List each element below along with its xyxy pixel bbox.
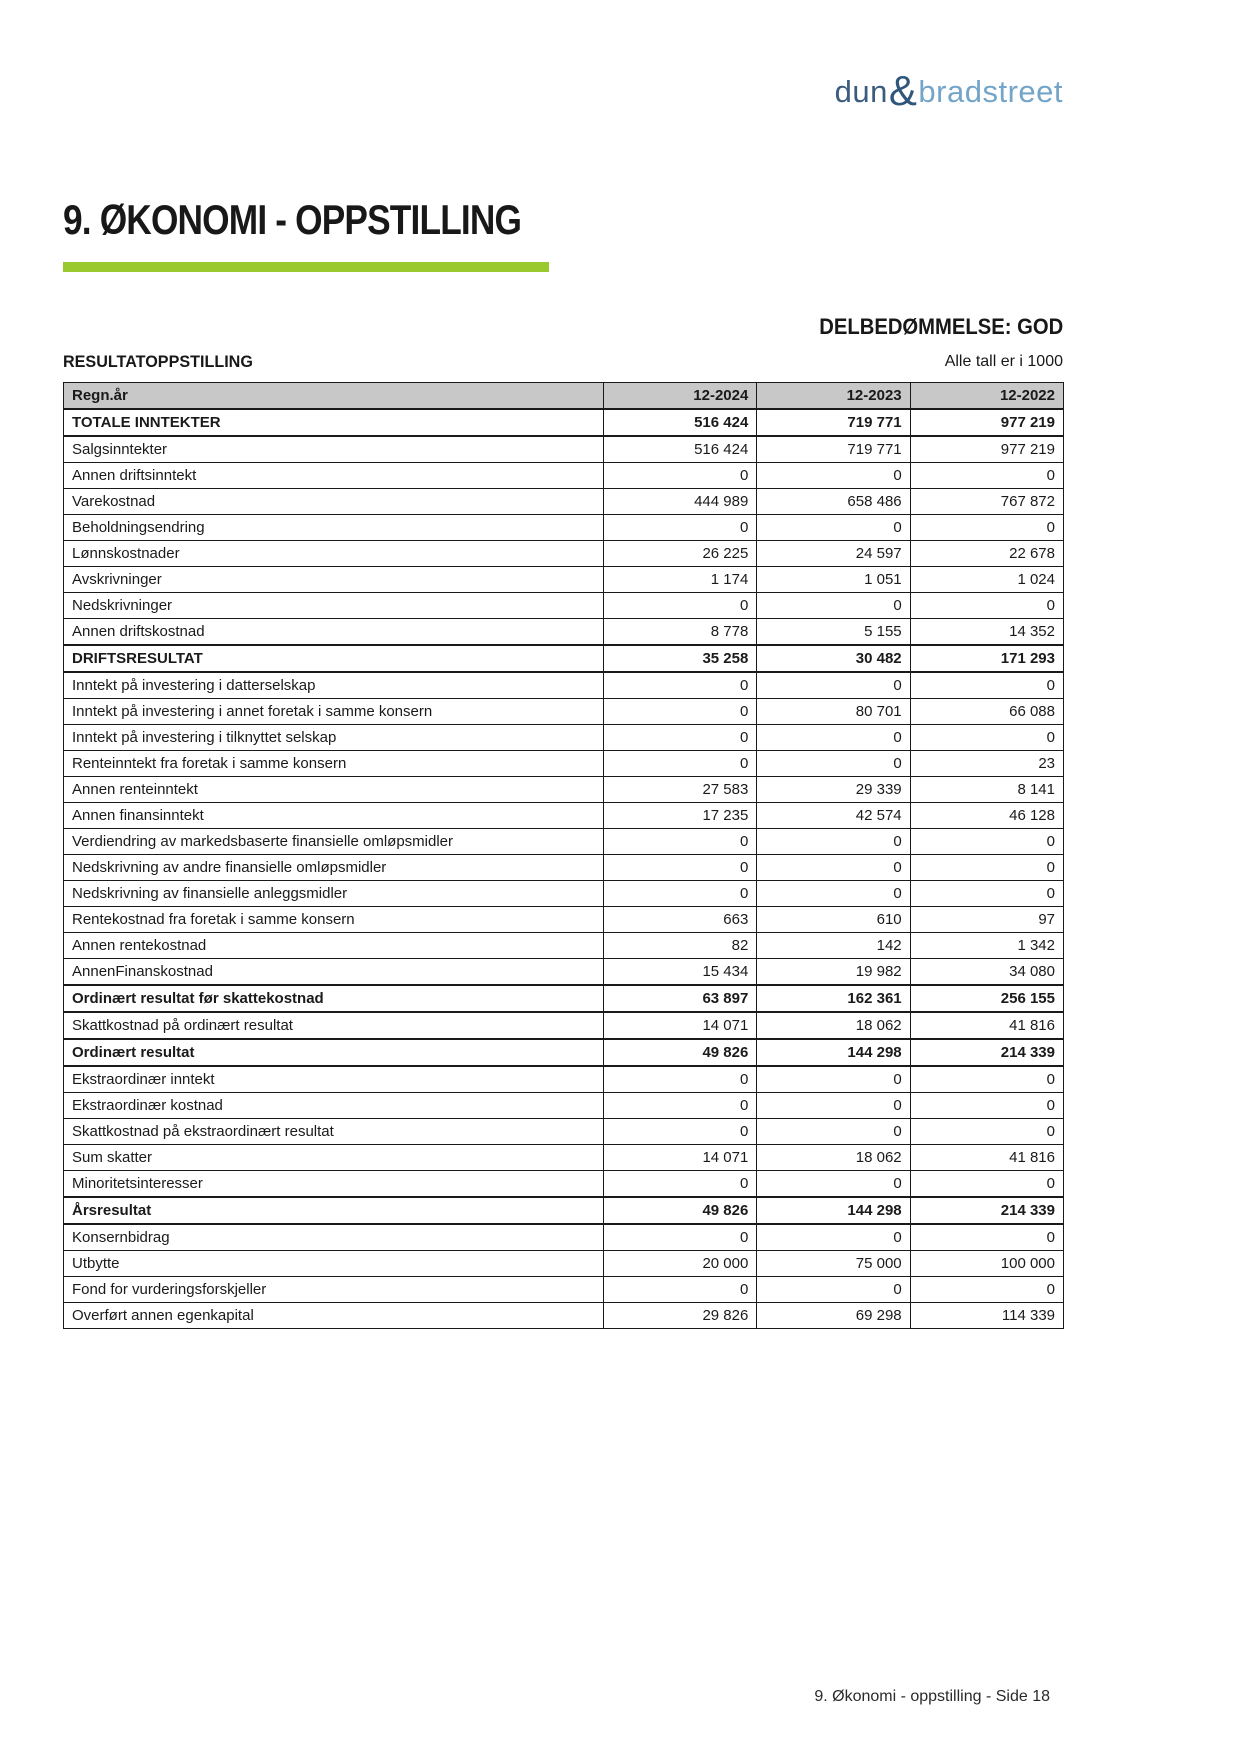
- row-label: Nedskrivning av andre finansielle omløpsmidler: [64, 855, 604, 881]
- value-12-2024: 0: [604, 855, 757, 881]
- table-row: [64, 436, 1064, 463]
- column-header-12-2022: 12-2022: [910, 383, 1063, 410]
- value-12-2023: 0: [757, 725, 910, 751]
- value-12-2024: 0: [604, 1119, 757, 1145]
- table-row: [64, 593, 1064, 619]
- table-row: [64, 933, 1064, 959]
- value-12-2022: 0: [910, 1224, 1063, 1251]
- table-row: [64, 985, 1064, 1012]
- row-label: Annen finansinntekt: [64, 803, 604, 829]
- value-12-2024: 35 258: [604, 645, 757, 672]
- row-label: Skattkostnad på ekstraordinært resultat: [64, 1119, 604, 1145]
- row-label: Minoritetsinteresser: [64, 1171, 604, 1198]
- value-12-2023: 42 574: [757, 803, 910, 829]
- value-12-2022: 97: [910, 907, 1063, 933]
- value-12-2022: 114 339: [910, 1303, 1063, 1329]
- value-12-2023: 5 155: [757, 619, 910, 646]
- value-12-2024: 49 826: [604, 1197, 757, 1224]
- value-12-2024: 26 225: [604, 541, 757, 567]
- value-12-2024: 0: [604, 1224, 757, 1251]
- column-header-12-2023: 12-2023: [757, 383, 910, 410]
- row-label: Sum skatter: [64, 1145, 604, 1171]
- table-row: [64, 803, 1064, 829]
- value-12-2023: 0: [757, 1171, 910, 1198]
- table-row: [64, 1303, 1064, 1329]
- table-row: [64, 959, 1064, 986]
- value-12-2023: 29 339: [757, 777, 910, 803]
- value-12-2022: 0: [910, 725, 1063, 751]
- value-12-2024: 14 071: [604, 1012, 757, 1039]
- table-row: [64, 725, 1064, 751]
- value-12-2023: 719 771: [757, 436, 910, 463]
- row-label: Annen rentekostnad: [64, 933, 604, 959]
- column-header-regnar: Regn.år: [64, 383, 604, 410]
- row-label: DRIFTSRESULTAT: [64, 645, 604, 672]
- value-12-2023: 0: [757, 515, 910, 541]
- value-12-2022: 171 293: [910, 645, 1063, 672]
- table-header-row: [64, 383, 1064, 410]
- value-12-2022: 0: [910, 672, 1063, 699]
- value-12-2024: 0: [604, 515, 757, 541]
- value-12-2022: 23: [910, 751, 1063, 777]
- value-12-2023: 69 298: [757, 1303, 910, 1329]
- value-12-2024: 0: [604, 1093, 757, 1119]
- row-label: Utbytte: [64, 1251, 604, 1277]
- logo-text-bradstreet: bradstreet: [918, 74, 1063, 109]
- units-note: Alle tall er i 1000: [944, 353, 1063, 370]
- value-12-2024: 0: [604, 751, 757, 777]
- table-row: [64, 567, 1064, 593]
- value-12-2022: 0: [910, 881, 1063, 907]
- row-label: Konsernbidrag: [64, 1224, 604, 1251]
- table-row: [64, 1224, 1064, 1251]
- value-12-2022: 214 339: [910, 1197, 1063, 1224]
- value-12-2024: 14 071: [604, 1145, 757, 1171]
- row-label: Varekostnad: [64, 489, 604, 515]
- value-12-2023: 0: [757, 1093, 910, 1119]
- value-12-2024: 8 778: [604, 619, 757, 646]
- table-body: [64, 409, 1064, 1329]
- value-12-2024: 82: [604, 933, 757, 959]
- value-12-2023: 144 298: [757, 1039, 910, 1066]
- assessment-heading: DELBEDØMMELSE: GOD: [818, 314, 1063, 339]
- table-row: [64, 645, 1064, 672]
- value-12-2023: 0: [757, 463, 910, 489]
- column-header-12-2024: 12-2024: [604, 383, 757, 410]
- row-label: Skattkostnad på ordinært resultat: [64, 1012, 604, 1039]
- value-12-2023: 1 051: [757, 567, 910, 593]
- row-label: Ordinært resultat før skattekostnad: [64, 985, 604, 1012]
- value-12-2023: 30 482: [757, 645, 910, 672]
- value-12-2023: 0: [757, 1277, 910, 1303]
- value-12-2023: 80 701: [757, 699, 910, 725]
- value-12-2022: 767 872: [910, 489, 1063, 515]
- value-12-2023: 0: [757, 672, 910, 699]
- value-12-2022: 1 024: [910, 567, 1063, 593]
- row-label: Inntekt på investering i annet foretak i samme konsern: [64, 699, 604, 725]
- value-12-2023: 24 597: [757, 541, 910, 567]
- table-row: [64, 751, 1064, 777]
- page-footer: 9. Økonomi - oppstilling - Side 18: [814, 1688, 1050, 1705]
- value-12-2024: 0: [604, 699, 757, 725]
- result-table-container: [63, 382, 1064, 1329]
- value-12-2022: 22 678: [910, 541, 1063, 567]
- value-12-2023: 0: [757, 1224, 910, 1251]
- value-12-2024: 0: [604, 1277, 757, 1303]
- value-12-2022: 0: [910, 1277, 1063, 1303]
- title-accent-bar: [63, 262, 549, 272]
- value-12-2024: 663: [604, 907, 757, 933]
- row-label: Ordinært resultat: [64, 1039, 604, 1066]
- result-table: [63, 382, 1064, 1329]
- table-row: [64, 619, 1064, 646]
- value-12-2022: 256 155: [910, 985, 1063, 1012]
- value-12-2023: 0: [757, 1119, 910, 1145]
- value-12-2024: 17 235: [604, 803, 757, 829]
- value-12-2023: 719 771: [757, 409, 910, 436]
- value-12-2022: 14 352: [910, 619, 1063, 646]
- table-row: [64, 1277, 1064, 1303]
- table-row: [64, 1039, 1064, 1066]
- value-12-2023: 75 000: [757, 1251, 910, 1277]
- table-row: [64, 1171, 1064, 1198]
- value-12-2022: 66 088: [910, 699, 1063, 725]
- table-row: [64, 463, 1064, 489]
- value-12-2022: 41 816: [910, 1145, 1063, 1171]
- row-label: Avskrivninger: [64, 567, 604, 593]
- logo-text-dun: dun: [834, 74, 888, 109]
- value-12-2024: 0: [604, 1171, 757, 1198]
- value-12-2022: 977 219: [910, 409, 1063, 436]
- row-label: Inntekt på investering i tilknyttet selskap: [64, 725, 604, 751]
- row-label: Lønnskostnader: [64, 541, 604, 567]
- table-row: [64, 777, 1064, 803]
- table-row: [64, 1145, 1064, 1171]
- value-12-2024: 0: [604, 829, 757, 855]
- value-12-2022: 0: [910, 1119, 1063, 1145]
- value-12-2024: 0: [604, 881, 757, 907]
- value-12-2023: 0: [757, 855, 910, 881]
- value-12-2023: 142: [757, 933, 910, 959]
- value-12-2022: 34 080: [910, 959, 1063, 986]
- row-label: Overført annen egenkapital: [64, 1303, 604, 1329]
- dun-bradstreet-logo: dun & bradstreet: [834, 67, 1063, 114]
- value-12-2022: 1 342: [910, 933, 1063, 959]
- table-row: [64, 1093, 1064, 1119]
- value-12-2022: 0: [910, 1171, 1063, 1198]
- table-row: [64, 1251, 1064, 1277]
- row-label: Annen renteinntekt: [64, 777, 604, 803]
- value-12-2022: 0: [910, 829, 1063, 855]
- value-12-2024: 63 897: [604, 985, 757, 1012]
- row-label: TOTALE INNTEKTER: [64, 409, 604, 436]
- row-label: Salgsinntekter: [64, 436, 604, 463]
- value-12-2022: 0: [910, 855, 1063, 881]
- value-12-2024: 516 424: [604, 409, 757, 436]
- value-12-2024: 49 826: [604, 1039, 757, 1066]
- value-12-2022: 0: [910, 1066, 1063, 1093]
- row-label: Verdiendring av markedsbaserte finansielle omløpsmidler: [64, 829, 604, 855]
- table-row: [64, 1012, 1064, 1039]
- value-12-2023: 658 486: [757, 489, 910, 515]
- table-row: [64, 1197, 1064, 1224]
- row-label: Nedskrivninger: [64, 593, 604, 619]
- table-row: [64, 907, 1064, 933]
- row-label: Inntekt på investering i datterselskap: [64, 672, 604, 699]
- value-12-2022: 46 128: [910, 803, 1063, 829]
- value-12-2024: 27 583: [604, 777, 757, 803]
- value-12-2023: 0: [757, 829, 910, 855]
- table-row: [64, 409, 1064, 436]
- value-12-2022: 0: [910, 593, 1063, 619]
- value-12-2022: 8 141: [910, 777, 1063, 803]
- value-12-2024: 1 174: [604, 567, 757, 593]
- section-label: RESULTATOPPSTILLING: [63, 352, 253, 371]
- value-12-2023: 610: [757, 907, 910, 933]
- value-12-2022: 977 219: [910, 436, 1063, 463]
- value-12-2024: 0: [604, 463, 757, 489]
- value-12-2024: 0: [604, 593, 757, 619]
- table-row: [64, 515, 1064, 541]
- value-12-2024: 444 989: [604, 489, 757, 515]
- row-label: Årsresultat: [64, 1197, 604, 1224]
- value-12-2024: 29 826: [604, 1303, 757, 1329]
- value-12-2024: 0: [604, 1066, 757, 1093]
- row-label: Ekstraordinær kostnad: [64, 1093, 604, 1119]
- row-label: Fond for vurderingsforskjeller: [64, 1277, 604, 1303]
- value-12-2022: 214 339: [910, 1039, 1063, 1066]
- value-12-2022: 0: [910, 463, 1063, 489]
- value-12-2024: 0: [604, 725, 757, 751]
- row-label: Beholdningsendring: [64, 515, 604, 541]
- value-12-2023: 0: [757, 881, 910, 907]
- table-row: [64, 541, 1064, 567]
- table-row: [64, 1066, 1064, 1093]
- row-label: Nedskrivning av finansielle anleggsmidler: [64, 881, 604, 907]
- table-row: [64, 855, 1064, 881]
- table-row: [64, 672, 1064, 699]
- row-label: Rentekostnad fra foretak i samme konsern: [64, 907, 604, 933]
- value-12-2023: 0: [757, 593, 910, 619]
- table-row: [64, 489, 1064, 515]
- value-12-2023: 18 062: [757, 1012, 910, 1039]
- value-12-2023: 144 298: [757, 1197, 910, 1224]
- value-12-2023: 162 361: [757, 985, 910, 1012]
- value-12-2024: 15 434: [604, 959, 757, 986]
- row-label: Ekstraordinær inntekt: [64, 1066, 604, 1093]
- value-12-2024: 0: [604, 672, 757, 699]
- value-12-2023: 0: [757, 751, 910, 777]
- value-12-2023: 0: [757, 1066, 910, 1093]
- value-12-2024: 20 000: [604, 1251, 757, 1277]
- value-12-2022: 41 816: [910, 1012, 1063, 1039]
- page-title: 9. ØKONOMI - OPPSTILLING: [63, 196, 522, 244]
- table-row: [64, 881, 1064, 907]
- table-row: [64, 1119, 1064, 1145]
- value-12-2024: 516 424: [604, 436, 757, 463]
- table-row: [64, 829, 1064, 855]
- row-label: Renteinntekt fra foretak i samme konsern: [64, 751, 604, 777]
- value-12-2022: 0: [910, 515, 1063, 541]
- value-12-2023: 19 982: [757, 959, 910, 986]
- value-12-2023: 18 062: [757, 1145, 910, 1171]
- row-label: AnnenFinanskostnad: [64, 959, 604, 986]
- row-label: Annen driftsinntekt: [64, 463, 604, 489]
- row-label: Annen driftskostnad: [64, 619, 604, 646]
- value-12-2022: 0: [910, 1093, 1063, 1119]
- table-row: [64, 699, 1064, 725]
- value-12-2022: 100 000: [910, 1251, 1063, 1277]
